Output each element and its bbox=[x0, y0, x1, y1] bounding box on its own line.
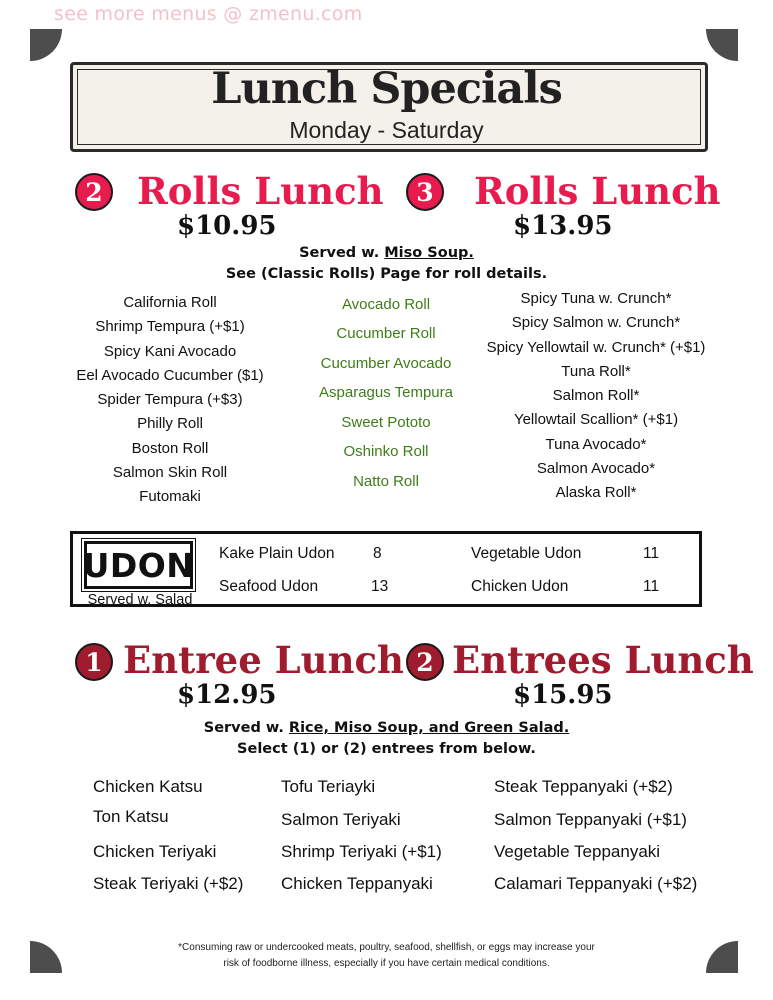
list-item: Asparagus Tempura bbox=[319, 384, 453, 401]
entree-item: Steak Teppanyaki (+$2) bbox=[494, 777, 673, 796]
entree-item: Ton Katsu bbox=[93, 807, 169, 826]
entrees-note bbox=[0, 720, 773, 736]
entree-item: Calamari Teppanyaki (+$2) bbox=[494, 874, 698, 893]
udon-item-name: Chicken Udon bbox=[471, 578, 569, 595]
list-item: Spicy Salmon w. Crunch* bbox=[511, 314, 681, 331]
disclaimer-line-2: risk of foodborne illness, especially if you have certain medical conditions. bbox=[223, 958, 550, 969]
list-item: Salmon Roll* bbox=[552, 387, 640, 404]
note-sides: Rice, Miso Soup, and Green Salad. bbox=[288, 720, 570, 736]
price-3-rolls: $13.95 bbox=[513, 211, 613, 241]
section-title-3-rolls: Rolls Lunch bbox=[474, 169, 721, 213]
udon-item-name: Kake Plain Udon bbox=[219, 545, 335, 562]
list-item: Shrimp Tempura (+$1) bbox=[95, 318, 245, 335]
price-1-entree: $12.95 bbox=[177, 680, 277, 710]
list-item: Spider Tempura (+$3) bbox=[97, 391, 243, 408]
list-item: Tuna Roll* bbox=[561, 363, 631, 380]
section-title-2-rolls: Rolls Lunch bbox=[137, 169, 384, 213]
udon-item-price: 8 bbox=[373, 545, 382, 562]
udon-item-price: 11 bbox=[643, 545, 660, 562]
entree-item: Salmon Teriyaki bbox=[281, 810, 401, 829]
entree-item: Chicken Katsu bbox=[93, 777, 203, 796]
disclaimer-line-1: *Consuming raw or undercooked meats, poultry, seafood, shellfish, or eggs may increase your bbox=[178, 942, 595, 953]
udon-item-name: Vegetable Udon bbox=[471, 545, 582, 562]
list-item: Philly Roll bbox=[137, 415, 203, 432]
corner-ornament bbox=[30, 29, 62, 61]
list-item: Boston Roll bbox=[131, 440, 209, 457]
entree-item: Shrimp Teriyaki (+$1) bbox=[281, 842, 442, 861]
note-prefix: Served w. bbox=[203, 720, 289, 736]
watermark-text[interactable]: see more menus @ zmenu.com bbox=[54, 3, 363, 25]
list-item: California Roll bbox=[123, 294, 217, 311]
list-item: Salmon Skin Roll bbox=[112, 464, 228, 481]
entree-item: Salmon Teppanyaki (+$1) bbox=[494, 810, 687, 829]
list-item: Yellowtail Scallion* (+$1) bbox=[513, 411, 679, 428]
list-item: Spicy Yellowtail w. Crunch* (+$1) bbox=[486, 339, 706, 356]
price-2-entrees: $15.95 bbox=[513, 680, 613, 710]
list-item: Eel Avocado Cucumber ($1) bbox=[76, 367, 264, 384]
rolls-column-3 bbox=[486, 290, 706, 510]
note-miso-soup: Miso Soup. bbox=[384, 245, 474, 261]
rolls-note-details: See (Classic Rolls) Page for roll details. bbox=[225, 266, 548, 282]
list-item: Alaska Roll* bbox=[555, 484, 637, 501]
list-item: Salmon Avocado* bbox=[536, 460, 656, 477]
rolls-column-2 bbox=[286, 296, 486, 496]
list-item: Futomaki bbox=[139, 488, 201, 505]
entree-item: Steak Teriyaki (+$2) bbox=[93, 874, 244, 893]
number-badge: 3 bbox=[406, 173, 444, 211]
number-badge: 2 bbox=[75, 173, 113, 211]
entree-item: Vegetable Teppanyaki bbox=[494, 842, 661, 861]
list-item: Spicy Kani Avocado bbox=[103, 343, 237, 360]
entrees-note-select: Select (1) or (2) entrees from below. bbox=[237, 741, 536, 757]
page-subtitle: Monday - Saturday bbox=[289, 117, 484, 143]
list-item: Cucumber Avocado bbox=[320, 355, 452, 372]
rolls-column-1 bbox=[60, 294, 280, 514]
entree-item: Chicken Teppanyaki bbox=[281, 874, 433, 893]
page-title: Lunch Specials bbox=[211, 64, 562, 114]
entree-item: Chicken Teriyaki bbox=[93, 842, 217, 861]
list-item: Natto Roll bbox=[353, 473, 419, 490]
list-item: Spicy Tuna w. Crunch* bbox=[520, 290, 672, 307]
udon-item-price: 11 bbox=[643, 578, 660, 595]
rolls-note bbox=[0, 245, 773, 261]
udon-item-name: Seafood Udon bbox=[219, 578, 319, 595]
number-badge: 2 bbox=[406, 643, 444, 681]
udon-logo: UDON bbox=[84, 541, 193, 589]
note-prefix: Served w. bbox=[299, 245, 385, 261]
list-item: Cucumber Roll bbox=[336, 325, 436, 342]
section-title-2-entrees: Entrees Lunch bbox=[452, 638, 754, 682]
udon-served-note: Served w. Salad bbox=[87, 592, 193, 608]
list-item: Oshinko Roll bbox=[343, 443, 429, 460]
udon-item-price: 13 bbox=[371, 578, 389, 595]
number-badge: 1 bbox=[75, 643, 113, 681]
list-item: Avocado Roll bbox=[341, 296, 431, 313]
list-item: Sweet Pototo bbox=[341, 414, 431, 431]
list-item: Tuna Avocado* bbox=[545, 436, 647, 453]
price-2-rolls: $10.95 bbox=[177, 211, 277, 241]
corner-ornament bbox=[706, 29, 738, 61]
section-title-1-entree: Entree Lunch bbox=[123, 638, 404, 682]
entree-item: Tofu Teriayki bbox=[281, 777, 376, 796]
